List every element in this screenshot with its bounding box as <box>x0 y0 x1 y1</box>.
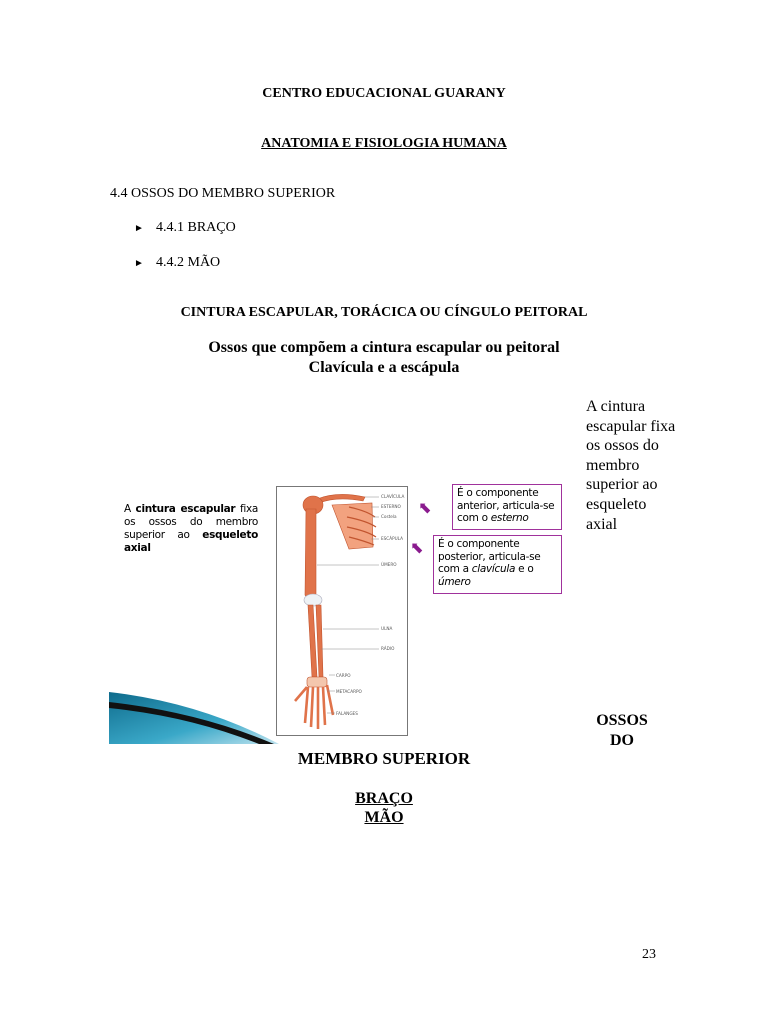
slide-caption <box>124 503 258 555</box>
lead-line-2: Clavícula e a escápula <box>308 359 460 376</box>
callout1-em: esterno <box>490 512 529 524</box>
caption-mid: fixa os ossos do membro superior ao <box>124 503 259 541</box>
label-ulna: ULNA <box>381 626 393 631</box>
callout-clavicula <box>452 484 562 530</box>
mao-heading: MÃO <box>364 809 404 826</box>
ossos-do-heading: OSSOS DO <box>596 712 648 749</box>
section-title: 4.4 OSSOS DO MEMBRO SUPERIOR <box>110 186 336 201</box>
label-esterno: ESTERNO <box>381 504 401 509</box>
callout2-text: É o componente posterior, articula-se com a <box>438 538 541 575</box>
label-escapula: ESCÁPULA <box>381 536 403 541</box>
callout2-mid: e o <box>515 563 534 575</box>
bullet-triangle-icon: ► <box>134 223 144 234</box>
caption-bold-2: esqueleto axial <box>124 529 258 554</box>
caption-a: A <box>124 503 136 515</box>
subheading: CINTURA ESCAPULAR, TORÁCICA OU CÍNGULO PEITORAL <box>180 305 588 320</box>
label-umero: ÚMERO <box>381 562 397 567</box>
caption-bold-1: cintura escapular <box>135 503 236 515</box>
label-carpo: CARPO <box>336 673 351 678</box>
braco-heading: BRAÇO <box>355 790 413 807</box>
lead-line-1: Ossos que compõem a cintura escapular ou peitoral <box>208 339 560 356</box>
bullet-triangle-icon: ► <box>134 258 144 269</box>
arrow-left-down-icon: ⬉ <box>418 500 432 517</box>
label-falanges: FALANGES <box>336 711 358 716</box>
callout1-text: É o componente anterior, articula-se com o <box>457 487 555 524</box>
arm-skeleton-illustration <box>276 486 408 736</box>
course-title: ANATOMIA E FISIOLOGIA HUMANA <box>261 136 507 151</box>
membro-superior-heading: MEMBRO SUPERIOR <box>297 749 471 768</box>
list-item-braco <box>134 220 236 236</box>
list-item-label: 4.4.2 MÃO <box>156 255 221 270</box>
page-number: 23 <box>642 947 656 962</box>
list-item-mao <box>134 255 220 271</box>
label-metacarpo: METACARPO <box>336 689 362 694</box>
label-costela: Costela <box>381 514 397 519</box>
side-text: A cintura escapular fixa os ossos do membro superior ao esqueleto axial <box>586 398 676 533</box>
label-radio: RÁDIO <box>381 646 395 651</box>
label-clavicula: CLAVÍCULA <box>381 494 405 499</box>
callout2-em2: úmero <box>438 575 471 588</box>
slide-decoration <box>109 692 279 744</box>
callout-escapula <box>433 535 562 594</box>
school-name: CENTRO EDUCACIONAL GUARANY <box>262 86 506 101</box>
arrow-left-down-icon: ⬉ <box>410 540 424 557</box>
callout2-em1: clavícula <box>471 563 516 575</box>
list-item-label: 4.4.1 BRAÇO <box>156 220 236 235</box>
arm-skeleton-svg <box>277 487 407 735</box>
